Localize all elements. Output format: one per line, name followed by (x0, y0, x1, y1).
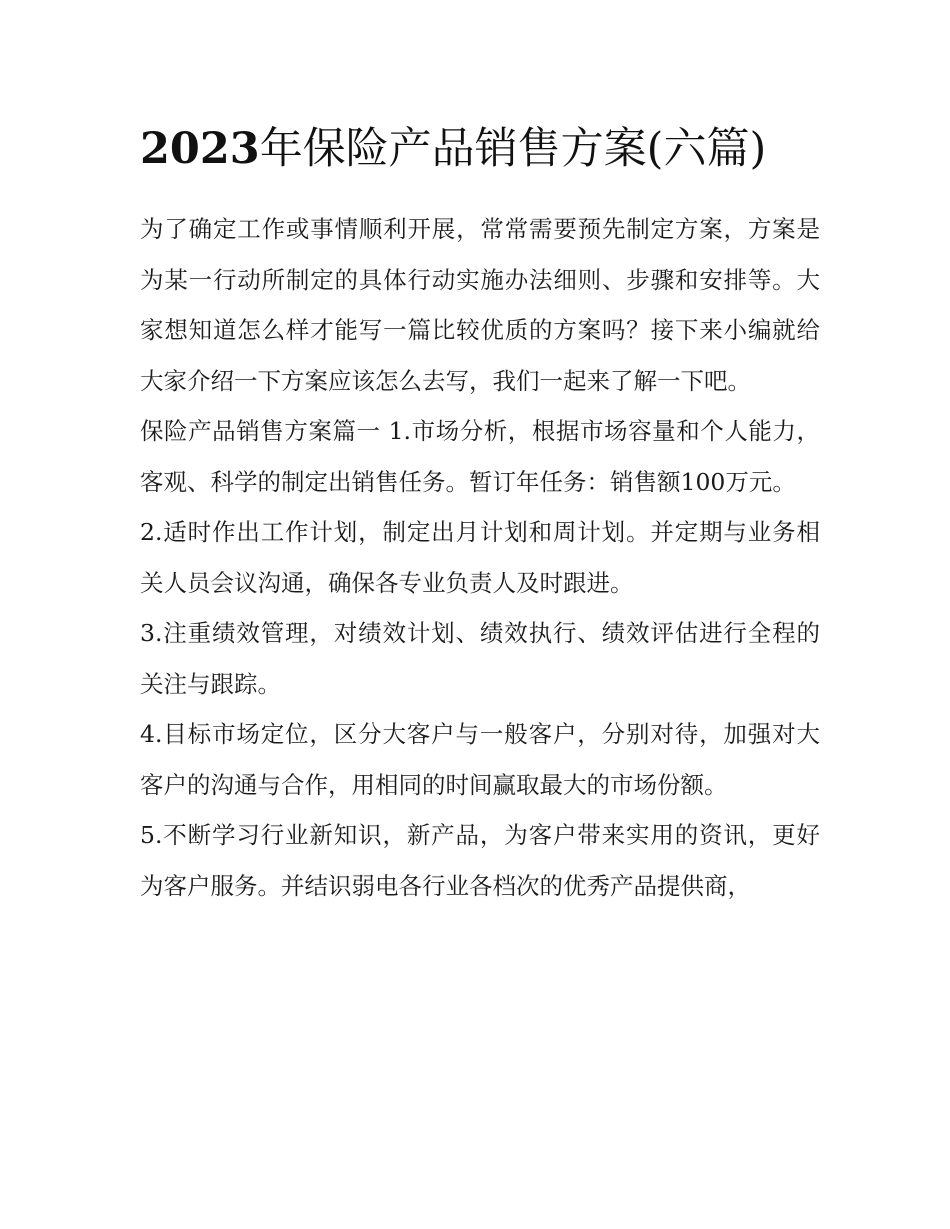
page-title (140, 118, 820, 180)
title-year: 2023 (140, 124, 260, 174)
document-body (140, 118, 820, 911)
paragraph-plan-2: 2.适时作出工作计划，制定出月计划和周计划。并定期与业务相关人员会议沟通，确保各专业负责人及时跟进。 (140, 518, 820, 597)
paragraph-intro: 为了确定工作或事情顺利开展，常常需要预先制定方案，方案是为某一行动所制定的具体行动实施办法细则、步骤和安排等。大家想知道怎么样才能写一篇比较优质的方案吗？接下来小编就给大家介绍一下方案应该怎么去写，我们一起来了解一下吧。 (140, 215, 820, 395)
paragraph-plan-1: 保险产品销售方案篇一 1.市场分析，根据市场容量和个人能力，客观、科学的制定出销售任务。暂订年任务：销售额100万元。 (140, 417, 820, 496)
paragraph-plan-5: 5.不断学习行业新知识，新产品，为客户带来实用的资讯，更好为客户服务。并结识弱电各行业各档次的优秀产品提供商， (140, 821, 820, 900)
paragraph-plan-4: 4.目标市场定位，区分大客户与一般客户，分别对待，加强对大客户的沟通与合作，用相同的时间赢取最大的市场份额。 (140, 720, 820, 799)
paragraph-plan-3: 3.注重绩效管理，对绩效计划、绩效执行、绩效评估进行全程的关注与跟踪。 (140, 619, 820, 698)
title-text: 年保险产品销售方案(六篇) (259, 124, 767, 174)
